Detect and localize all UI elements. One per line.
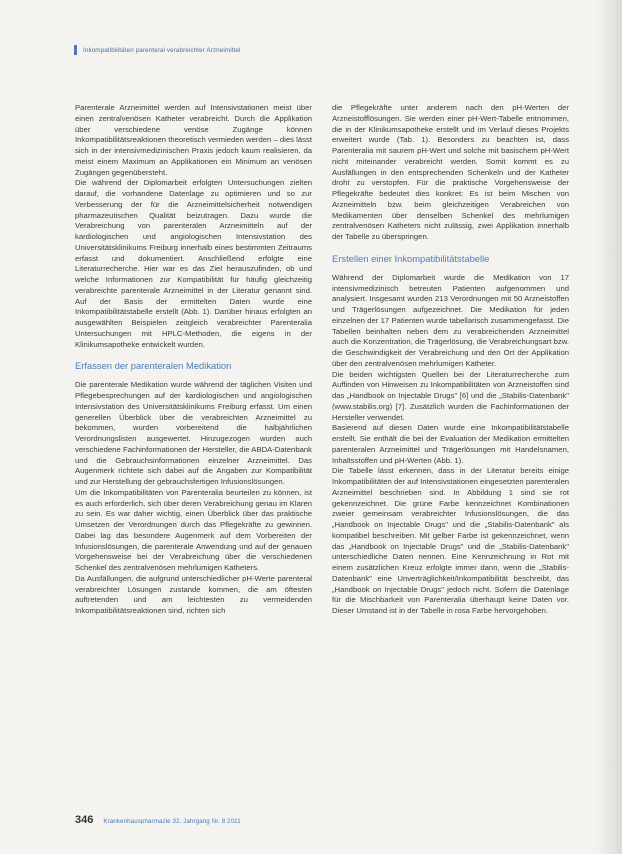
paragraph: Da Ausfällungen, die aufgrund unterschiedlicher pH-Werte parenteral verabreichter Lösungen zustande kommen, die am öftesten auftretenden und am leichtesten zu vermeidenden Inkompatibilitätsreaktionen sind, richten sich: [75, 573, 312, 615]
page-number: 346: [75, 814, 94, 826]
page-footer: [75, 814, 555, 826]
running-head-marker: [74, 45, 77, 55]
page-edge-shadow: [596, 0, 622, 854]
paragraph: Um die Inkompatibilitäten von Parenteralia beurteilen zu können, ist es auch erforderlich, sich über deren Verabreichung genau im Klaren zu sein. Es war daher wichtig, einen Überblick über das praktische Umsetzen der Verordnungen durch das Pflegekräfte zu gewinnen. Dabei lag das besondere Augenmerk auf dem Vorbereiten der Infusionslösungen, die parenterale Anwendung und auf der genauen Vorgehensweise bei der Verabreichung über die verschiedenen Schenkel des zentralvenösen mehrlumigen Katheters.: [75, 487, 312, 572]
paragraph: Die beiden wichtigsten Quellen bei der Literaturrecherche zum Auffinden von Hinweisen zu Inkompatibilitäten von Arzneistoffen sind das „Handbook on Injectable Drugs" [6] und die „Stabilis-Datenbank" (www.stabilis.org) [7]. Zusätzlich wurden die Fachinformationen der Hersteller verwendet.: [332, 369, 569, 422]
section-heading: Erstellen einer Inkompatibilitätstabelle: [332, 252, 490, 264]
paragraph: Die parenterale Medikation wurde während der täglichen Visiten und Pflegebesprechungen auf der kardiologischen und angiologischen Intensivstation des Universitätsklinikums Freiburg erfasst. Um einen generellen Überblick über die verabreichten Arzneimittel zu bekommen, wurden vorbereitend die halbjährlichen Verordnungslisten ausgewertet. Hinzugezogen wurden auch verschiedene Fachinformationen der Hersteller, die ABDA-Datenbank und die Gebrauchsinformationen einzelner Arzneimittel. Das Augenmerk richtete sich dabei auf die Angaben zur Kompatibilität und zur Herstellung der gebrauchsfertigen Infusionslösungen.: [75, 380, 312, 486]
paragraph: Die während der Diplomarbeit erfolgten Untersuchungen zielten darauf, die vorhandene Datenlage zu optimieren und so zur Verbesserung der für die Arzneimittelsicherheit notwendigen pharmazeutischen Qualität beizutragen. Dazu wurde die Verabreichung von parenteralen Arzneimitteln auf der kardiologischen und angiologischen Intensivstation des Universitätsklinikums Freiburg innerhalb eines bestimmten Zeitraums erfasst und dokumentiert. Anschließend erfolgte eine Literaturrecherche. Hier war es das Ziel herauszufinden, ob und welche Informationen zur Kompatibilität für häufig gleichzeitig verabreichte parenterale Arzneimittel in der Literatur genannt sind. Auf der Basis der ermittelten Daten wurde eine Inkompatibilitätstabelle erstellt (Abb. 1). Darüber hinaus erfolgten an ausgewählten Beispielen zeitgleich verabreichter Parenteralia Untersuchungen mit HPLC-Methoden, die eigens in der Klinikumsapotheke entwickelt wurden.: [75, 178, 312, 349]
paragraph: Die Tabelle lässt erkennen, dass in der Literatur bereits einige Inkompatibilitäten der auf Intensivstationen eingesetzten parenteralen Arzneimittel beschrieben sind. In Abbildung 1 sind sie rot gekennzeichnet. Die grüne Farbe kennzeichnet Kombinationen zweier gemeinsam verabreichter Infusionslösungen, die das „Handbook on Injectable Drugs" und die „Stabilis-Datenbank" als kompatibel beschreiben. Mit gelber Farbe ist gekennzeichnet, wenn das „Handbook on Injectable Drugs" und die „Stabilis-Datenbank" unterschiedliche Daten nennen. Eine Kennzeichnung in Rot mit einem zusätzlichen Kreuz erfolgte immer dann, wenn die „Stabilis-Datenbank" eine Unverträglichkeit/Inkompatibilität beschreibt, das „Handbook on Injectable Drugs" jedoch nicht. Sofern die Datenlage für die Mischbarkeit von Parenteralia überhaupt keine Daten vor. Dieser Umstand ist in der Tabelle in rosa Farbe hervorgehoben.: [332, 466, 569, 615]
running-head: [74, 45, 544, 55]
journal-info: Krankenhauspharmazie 32. Jahrgang Nr. 8 2011: [103, 818, 241, 825]
paragraph: die Pflegekräfte unter anderem nach den pH-Werten der Arzneistofflösungen. Sie werden einer pH-Wert-Tabelle entnommen, die in der Klinikumsapotheke erstellt und im Verlauf dieses Projekts erweitert wurde (Tab. 1). Besonders zu beachten ist, dass Parenteralia mit saurem pH-Wert und solche mit basischem pH-Wert nicht miteinander verabreicht werden. Somit kommt es zu Ausfällungen in den entsprechenden Schenkeln und der Katheter droht zu verstopfen. Für die praktische Vorgehensweise der Pflegekräfte bedeutet dies konkret: Es ist beim Mischen von Arzneimitteln bzw. beim gleichzeitigen Verabreichen von Medikamenten über denselben Schenkel des mehrlumigen zentralvenösen Katheters nicht zulässig, zwei Applikation innerhalb der Tabelle zu überspringen.: [332, 103, 569, 241]
paragraph: Basierend auf diesen Daten wurde eine Inkompatibilitätstabelle erstellt. Sie enthält die bei der Evaluation der Medikation ermittelten parenteralen Arzneimittel und Trägerlösungen mit Handelsnamen, Inhaltsstoffen und pH-Werten (Abb. 1).: [332, 423, 569, 465]
left-column: [75, 103, 312, 617]
running-head-text: Inkompatibilitäten parenteral verabreichter Arzneimittel: [83, 46, 241, 54]
section-heading: Erfassen der parenteralen Medikation: [75, 360, 232, 372]
paragraph: Während der Diplomarbeit wurde die Medikation von 17 intensivmedizinisch betreuten Patienten aufgenommen und analysiert. Insgesamt wurden 213 Verordnungen mit 50 Arzneistoffen und Trägerlösungen aufgezeichnet. Die Medikation für jeden einzelnen der 17 Patienten wurde tabellarisch zusammengefasst. Die Tabellen beinhalten neben dem zu verabreichenden Arzneimittel auch die Konzentration, die Trägerlösung, die Verabreichungsart bzw. die Geschwindigkeit der Verabreichung und den Ort der Applikation über den zentralvenösen mehrlumigen Katheter.: [332, 272, 569, 368]
right-column: [332, 103, 569, 617]
paragraph: Parenterale Arzneimittel werden auf Intensivstationen meist über einen zentralvenösen Katheter verabreicht. Durch die Applikation über verschiedene venöse Zugänge können Inkompatibilitätsreaktionen theoretisch vermieden werden – dies lässt sich in der intensivmedizinischen Praxis jedoch kaum realisieren, da meist einem Maximum an Applikationen ein Minimum an venösen Zugängen gegenübersteht.: [75, 103, 312, 177]
